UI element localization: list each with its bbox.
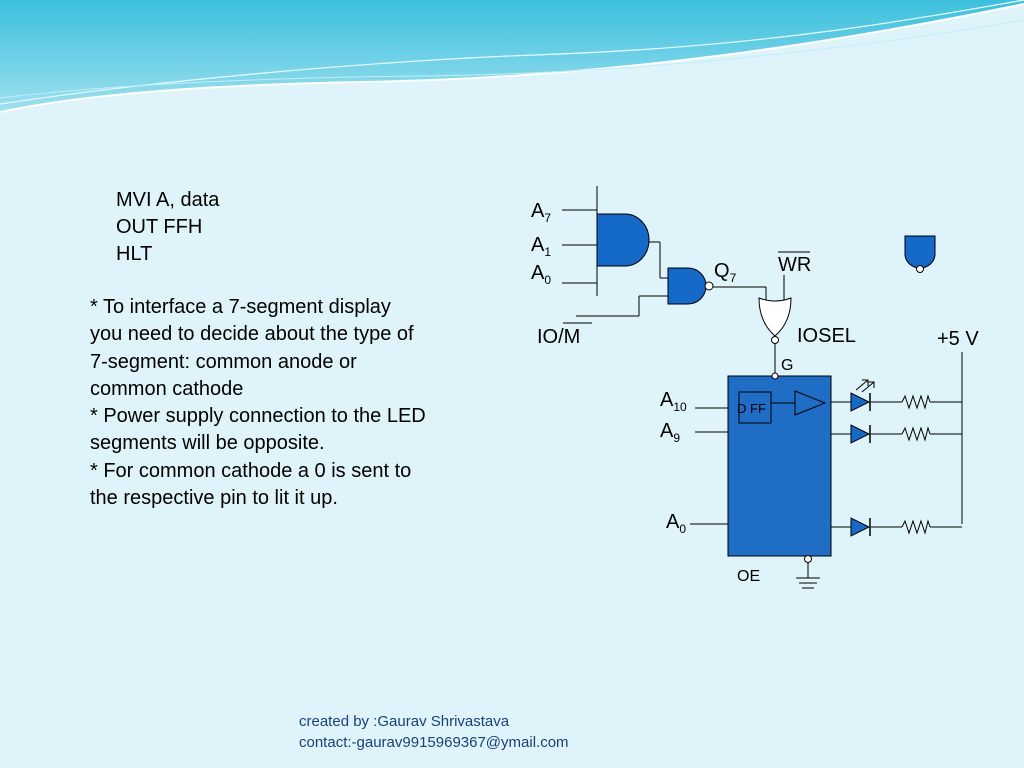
label-a1: $A_1$ bbox=[531, 234, 552, 259]
label-wr: WR bbox=[778, 254, 812, 276]
note-line: common cathode bbox=[90, 377, 244, 400]
latch-g-pin bbox=[772, 373, 778, 379]
resistor bbox=[902, 428, 930, 440]
code-line: MVI A, data bbox=[116, 189, 220, 211]
ground-icon bbox=[796, 578, 820, 588]
label-oe: OE bbox=[737, 568, 761, 585]
note-line: 7-segment: common anode or bbox=[90, 350, 357, 373]
light-emission-icon bbox=[856, 380, 874, 392]
label-d-ff: D FF bbox=[737, 401, 766, 416]
label-a0-top: $A_0$ bbox=[531, 262, 552, 287]
footer-created-by: created by :Gaurav Shrivastava bbox=[299, 713, 510, 730]
or-gate-bubble bbox=[772, 337, 779, 344]
note-line: * To interface a 7-segment display bbox=[90, 296, 391, 318]
label-io-m: IO/M bbox=[537, 326, 581, 348]
note-line: segments will be opposite. bbox=[90, 432, 325, 455]
code-line: HLT bbox=[116, 243, 153, 265]
note-line: you need to decide about the type of bbox=[90, 323, 414, 346]
label-a10: $A_{10}$ bbox=[660, 389, 687, 414]
note-line: * Power supply connection to the LED bbox=[90, 405, 426, 428]
label-g: G bbox=[781, 357, 794, 374]
resistor bbox=[902, 396, 930, 408]
label-iosel: IOSEL bbox=[797, 325, 856, 347]
note-line: the respective pin to lit it up. bbox=[90, 487, 338, 510]
label-q7: $Q_7$ bbox=[714, 260, 737, 285]
label-a9: $A_9$ bbox=[660, 420, 681, 445]
label-vcc: +5 V bbox=[937, 328, 979, 350]
or-gate bbox=[759, 298, 791, 336]
notes-text bbox=[90, 294, 490, 512]
header-wave bbox=[0, 0, 1024, 112]
and-gate-symbol-bubble bbox=[917, 266, 924, 273]
nand-inversion-bubble bbox=[705, 282, 713, 290]
note-line: * For common cathode a 0 is sent to bbox=[90, 459, 412, 482]
code-line: OUT FFH bbox=[116, 216, 203, 238]
latch-oe-pin bbox=[805, 556, 812, 563]
label-a0-bottom: $A_0$ bbox=[666, 511, 687, 536]
led-diode bbox=[851, 393, 870, 411]
nand-gate bbox=[668, 268, 706, 304]
assembly-code bbox=[116, 187, 219, 268]
led-diode bbox=[851, 518, 870, 536]
resistor bbox=[902, 521, 930, 533]
footer-credits bbox=[299, 711, 569, 753]
and-gate-symbol bbox=[905, 236, 935, 268]
led-diode bbox=[851, 425, 870, 443]
footer-contact: contact:-gaurav9915969367@ymail.com bbox=[299, 734, 569, 751]
and-gate bbox=[597, 214, 649, 266]
label-a7: $A_7$ bbox=[531, 200, 552, 225]
